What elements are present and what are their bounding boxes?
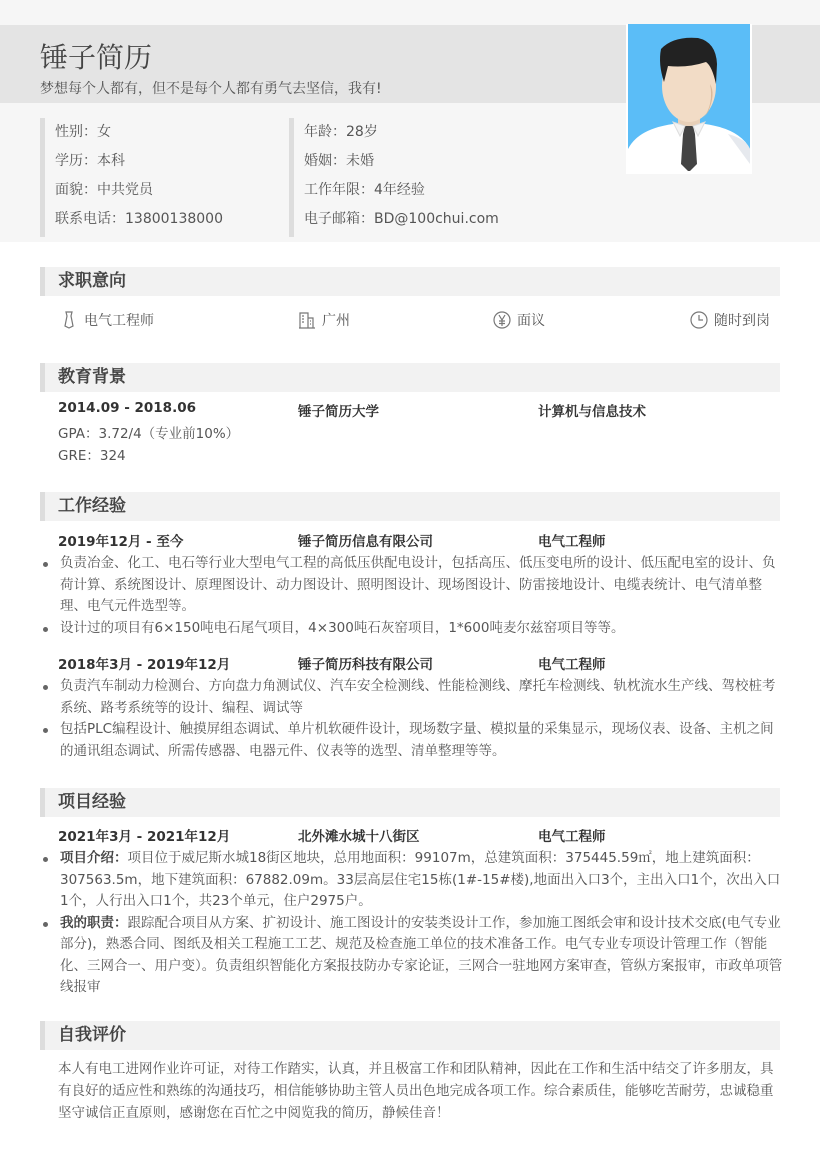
project-intro-label: 项目介绍： (60, 850, 128, 866)
intent-arrival (690, 310, 770, 330)
email: 电子邮箱：BD@100chui.com (304, 211, 499, 227)
project-bullet (40, 913, 785, 999)
age: 年龄：28岁 (304, 124, 378, 140)
project-period: 2021年3月 - 2021年12月 (58, 829, 231, 845)
work-bullets (40, 553, 785, 639)
motto: 梦想每个人都有，但不是每个人都有勇气去坚信，我有! (40, 81, 382, 97)
work-title: 电气工程师 (538, 657, 606, 673)
building-icon (298, 311, 316, 329)
project-bullet (40, 848, 785, 913)
section-heading-intent: 求职意向 (40, 267, 780, 296)
major: 计算机与信息技术 (538, 404, 646, 420)
gpa: GPA：3.72/4（专业前10%） (58, 426, 240, 442)
tie-icon (60, 311, 78, 329)
yen-icon (493, 311, 511, 329)
intent-city (298, 310, 350, 330)
project-bullets (40, 848, 785, 999)
work-period: 2019年12月 - 至今 (58, 534, 184, 550)
education-period: 2014.09 - 2018.06 (58, 400, 196, 416)
school: 锤子简历大学 (298, 404, 379, 420)
intent-salary (493, 310, 545, 330)
work-bullet: 负责汽车制动力检测台、方向盘力角测试仪、汽车安全检测线、性能检测线、摩托车检测线、轨枕流水生产线、驾校桩考系统、路考系统等的设计、编程、调试等 (40, 676, 785, 719)
project-name: 北外滩水城十八街区 (298, 829, 420, 845)
marital-status: 婚姻：未婚 (304, 153, 374, 169)
section-heading-work: 工作经验 (40, 492, 780, 521)
education-details (58, 423, 780, 467)
project-intro-text: 项目位于威尼斯水城18街区地块，总用地面积：99107m，总建筑面积：375445.59㎡，地上建筑面积：307563.5m，地下建筑面积：67882.09m。33层高层住宅15栋(1#-15#楼),地面出入口3个，主出入口1个，次出入口1个，人行出入口1个，共23个单元，住户2975户。 (60, 850, 781, 909)
work-company: 锤子简历科技有限公司 (298, 657, 433, 673)
work-years: 工作年限：4年经验 (304, 182, 425, 198)
avatar-photo (626, 24, 752, 174)
education-level: 学历：本科 (55, 153, 125, 169)
project-duty-text: 跟踪配合项目从方案、扩初设计、施工图设计的安装类设计工作，参加施工图纸会审和设计技术交底(电气专业部分)，熟悉合同、图纸及相关工程施工工艺、规范及检查施工单位的技术准备工作。电气专业专项设计管理工作（智能化、三网合一、用户变）。负责组织智能化方案报技防办专家论证，三网合一驻地网方案审查，管纵方案报审，市政单项管线报审 (60, 914, 783, 995)
resume-name: 锤子简历 (40, 41, 153, 74)
gre: GRE：324 (58, 448, 126, 464)
work-period: 2018年3月 - 2019年12月 (58, 657, 231, 673)
intent-salary-label: 面议 (517, 313, 545, 329)
top-strip (0, 0, 820, 25)
self-evaluation: 本人有电工进网作业许可证，对待工作踏实，认真，并且极富工作和团队精神，因此在工作和生活中结交了许多朋友，具有良好的适应性和熟练的沟通技巧，相信能够协助主管人员出色地完成各项工作。综合素质佳，能够吃苦耐劳，忠诚稳重坚守诚信正直原则，感谢您在百忙之中阅览我的简历，静候佳音！ (58, 1061, 774, 1121)
info-left (40, 118, 223, 237)
work-bullet: 设计过的项目有6×150吨电石尾气项目，4×300吨石灰窑项目，1*600吨麦尔兹窑项目等等。 (40, 618, 785, 640)
section-heading-education: 教育背景 (40, 363, 780, 392)
work-bullet: 负责冶金、化工、电石等行业大型电气工程的高低压供配电设计，包括高压、低压变电所的设计、低压配电室的设计、负荷计算、系统图设计、原理图设计、动力图设计、照明图设计、现场图设计、防雷接地设计、电缆表统计、电气清单整理、电气元件选型等。 (40, 553, 785, 618)
work-bullet: 包括PLC编程设计、触摸屏组态调试、单片机软硬件设计，现场数字量、模拟量的采集显示，现场仪表、设备、主机之间的通讯组态调试、所需传感器、电器元件、仪表等的选型、清单整理等等。 (40, 719, 785, 762)
project-duty-label: 我的职责： (60, 914, 128, 931)
intent-city-label: 广州 (322, 313, 350, 329)
work-bullets (40, 676, 785, 762)
info-right (289, 118, 499, 237)
intent-position-label: 电气工程师 (84, 313, 154, 329)
work-company: 锤子简历信息有限公司 (298, 534, 433, 550)
intent-position (60, 310, 154, 330)
work-title: 电气工程师 (538, 534, 606, 550)
clock-icon (690, 311, 708, 329)
section-heading-project: 项目经验 (40, 788, 780, 817)
political-status: 面貌：中共党员 (55, 182, 153, 198)
intent-arrival-label: 随时到岗 (714, 313, 770, 329)
gender: 性别：女 (55, 124, 111, 140)
phone: 联系电话：13800138000 (55, 211, 223, 227)
section-heading-self: 自我评价 (40, 1021, 780, 1050)
project-title: 电气工程师 (538, 829, 606, 845)
